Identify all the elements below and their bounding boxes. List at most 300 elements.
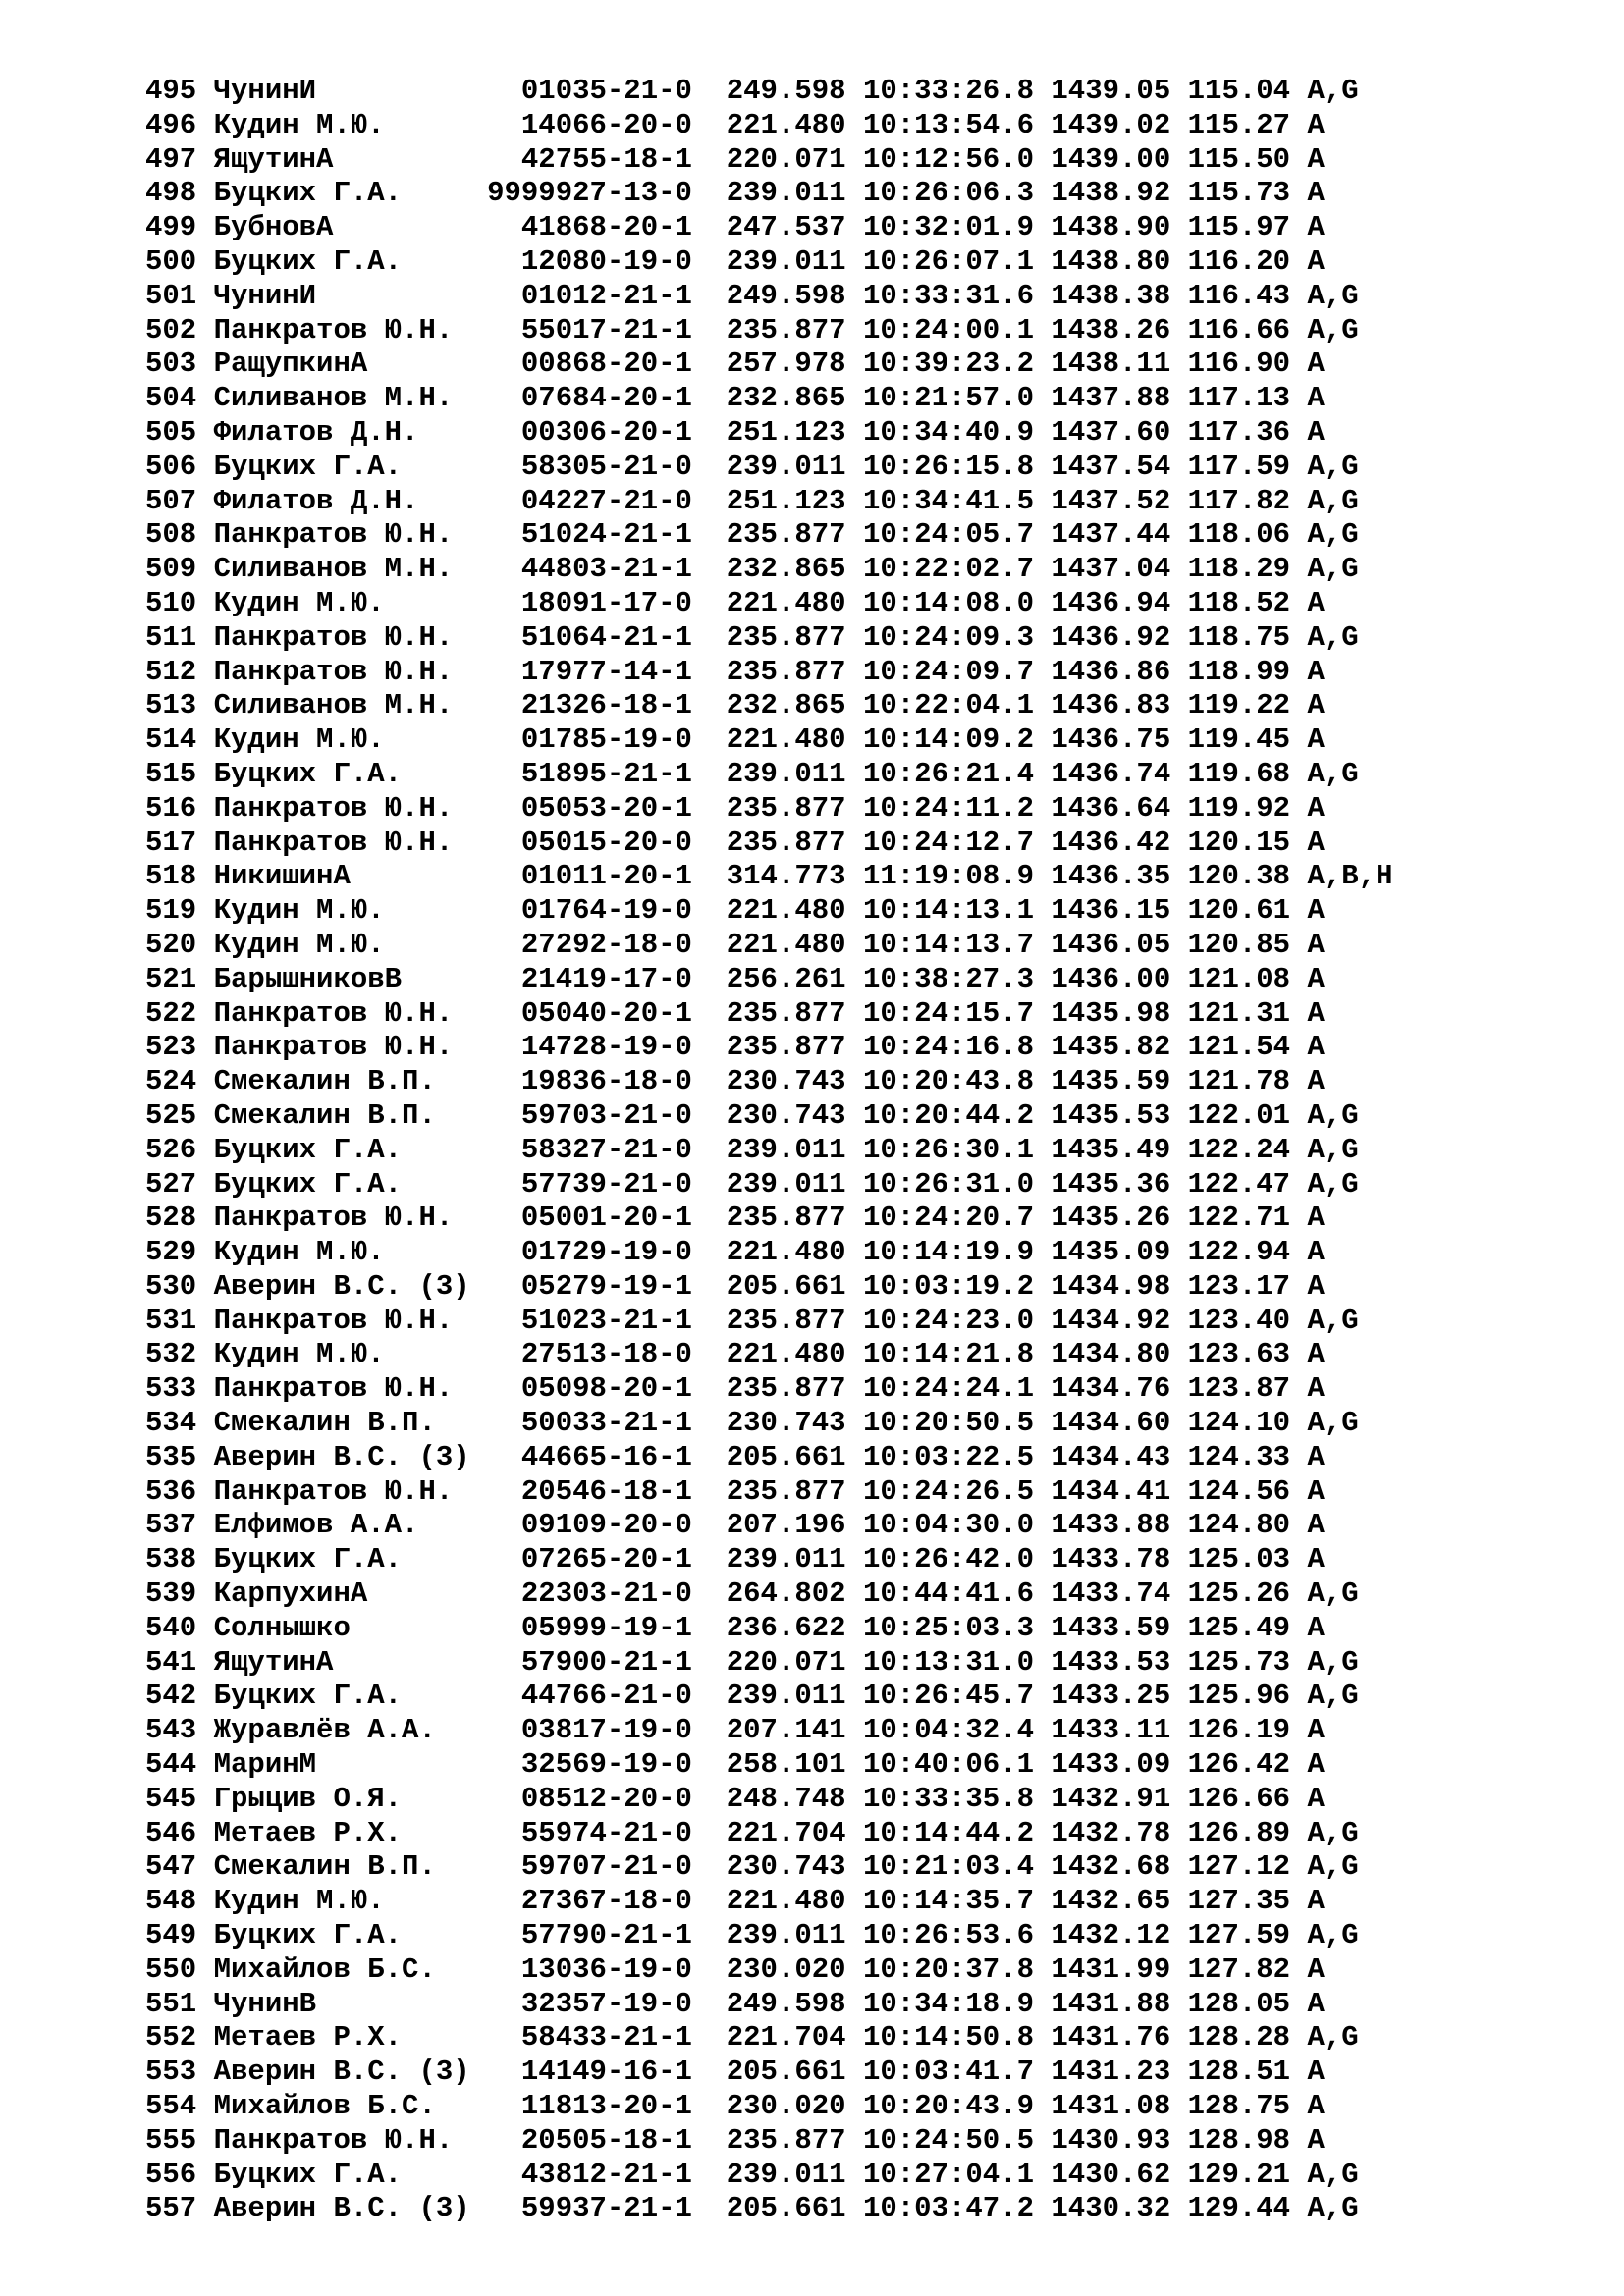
result-flags: A xyxy=(1307,791,1325,825)
arrival-time: 10:26:07.1 xyxy=(862,244,1034,278)
result-row xyxy=(145,143,1393,178)
result-row xyxy=(145,1509,1393,1543)
coefficient: 117.13 xyxy=(1187,382,1291,415)
place-number: 510 xyxy=(145,586,197,619)
result-flags: A xyxy=(1307,1987,1325,2020)
ring-number: 58433-21-1 xyxy=(520,2021,692,2055)
place-number: 522 xyxy=(145,996,197,1030)
distance-km: 239.011 xyxy=(726,757,846,790)
speed-value: 1438.26 xyxy=(1051,313,1171,347)
result-flags: A xyxy=(1307,962,1325,995)
arrival-time: 10:24:50.5 xyxy=(862,2123,1034,2157)
coefficient: 118.75 xyxy=(1187,620,1291,654)
place-number: 530 xyxy=(145,1269,197,1303)
place-number: 547 xyxy=(145,1850,197,1884)
fancier-name: Аверин В.С. (3) xyxy=(213,2192,470,2225)
speed-value: 1431.23 xyxy=(1051,2056,1171,2089)
fancier-name: Смекалин В.П. xyxy=(213,1407,436,1440)
fancier-name: БарышниковВ xyxy=(213,962,403,995)
arrival-time: 10:24:00.1 xyxy=(862,313,1034,347)
fancier-name: Буцких Г.А. xyxy=(213,450,403,483)
place-number: 554 xyxy=(145,2090,197,2123)
place-number: 536 xyxy=(145,1474,197,1508)
distance-km: 207.196 xyxy=(726,1509,846,1542)
fancier-name: Буцких Г.А. xyxy=(213,177,403,210)
ring-number: 11813-20-1 xyxy=(520,2090,692,2123)
result-row xyxy=(145,689,1393,723)
arrival-time: 10:24:16.8 xyxy=(862,1031,1034,1064)
fancier-name: Панкратов Ю.Н. xyxy=(213,791,454,825)
fancier-name: Панкратов Ю.Н. xyxy=(213,1201,454,1235)
arrival-time: 10:03:19.2 xyxy=(862,1269,1034,1303)
result-flags: A xyxy=(1307,211,1325,244)
ring-number: 01011-20-1 xyxy=(520,860,692,893)
ring-number: 21326-18-1 xyxy=(520,689,692,722)
place-number: 555 xyxy=(145,2123,197,2157)
result-flags: A,G xyxy=(1307,1304,1359,1337)
fancier-name: Панкратов Ю.Н. xyxy=(213,620,454,654)
speed-value: 1432.91 xyxy=(1051,1782,1171,1815)
result-flags: A xyxy=(1307,1201,1325,1235)
place-number: 546 xyxy=(145,1816,197,1849)
speed-value: 1434.41 xyxy=(1051,1474,1171,1508)
coefficient: 119.68 xyxy=(1187,757,1291,790)
distance-km: 239.011 xyxy=(726,244,846,278)
arrival-time: 10:26:06.3 xyxy=(862,177,1034,210)
result-row xyxy=(145,1305,1393,1339)
speed-value: 1432.68 xyxy=(1051,1850,1171,1884)
result-flags: A xyxy=(1307,1748,1325,1782)
speed-value: 1433.11 xyxy=(1051,1714,1171,1747)
speed-value: 1435.49 xyxy=(1051,1133,1171,1166)
arrival-time: 10:22:04.1 xyxy=(862,689,1034,722)
distance-km: 230.743 xyxy=(726,1407,846,1440)
result-row xyxy=(145,1065,1393,1099)
speed-value: 1434.60 xyxy=(1051,1407,1171,1440)
speed-value: 1430.62 xyxy=(1051,2158,1171,2191)
fancier-name: Журавлёв А.А. xyxy=(213,1714,436,1747)
result-flags: A,G xyxy=(1307,75,1359,107)
result-row xyxy=(145,1270,1393,1305)
result-flags: A,G xyxy=(1307,1577,1359,1611)
ring-number: 01729-19-0 xyxy=(520,1236,692,1269)
result-flags: A,G xyxy=(1307,2192,1359,2225)
ring-number: 00868-20-1 xyxy=(520,347,692,381)
result-flags: A,G xyxy=(1307,2158,1359,2191)
coefficient: 121.54 xyxy=(1187,1031,1291,1064)
distance-km: 256.261 xyxy=(726,962,846,995)
distance-km: 221.480 xyxy=(726,894,846,928)
place-number: 534 xyxy=(145,1407,197,1440)
ring-number: 55974-21-0 xyxy=(520,1816,692,1849)
speed-value: 1437.44 xyxy=(1051,518,1171,552)
distance-km: 232.865 xyxy=(726,689,846,722)
result-flags: A,G xyxy=(1307,620,1359,654)
coefficient: 122.47 xyxy=(1187,1167,1291,1201)
result-row xyxy=(145,347,1393,382)
result-flags: A,G xyxy=(1307,1098,1359,1132)
result-row xyxy=(145,382,1393,416)
coefficient: 116.66 xyxy=(1187,313,1291,347)
result-row xyxy=(145,1988,1393,2022)
distance-km: 230.020 xyxy=(726,1952,846,1986)
coefficient: 124.10 xyxy=(1187,1407,1291,1440)
coefficient: 120.61 xyxy=(1187,894,1291,928)
ring-number: 14728-19-0 xyxy=(520,1031,692,1064)
result-flags: A xyxy=(1307,1474,1325,1508)
place-number: 511 xyxy=(145,620,197,654)
ring-number: 20505-18-1 xyxy=(520,2123,692,2157)
distance-km: 249.598 xyxy=(726,279,846,312)
coefficient: 115.73 xyxy=(1187,177,1291,210)
arrival-time: 10:26:53.6 xyxy=(862,1919,1034,1952)
result-row xyxy=(145,894,1393,929)
coefficient: 120.15 xyxy=(1187,826,1291,859)
place-number: 504 xyxy=(145,382,197,415)
arrival-time: 10:20:43.8 xyxy=(862,1065,1035,1098)
fancier-name: Панкратов Ю.Н. xyxy=(213,1031,454,1064)
place-number: 543 xyxy=(145,1714,197,1747)
arrival-time: 10:33:26.8 xyxy=(862,75,1034,107)
speed-value: 1436.35 xyxy=(1051,860,1171,893)
speed-value: 1433.53 xyxy=(1051,1645,1171,1679)
coefficient: 119.22 xyxy=(1187,689,1291,722)
place-number: 500 xyxy=(145,244,197,278)
ring-number: 20546-18-1 xyxy=(520,1474,692,1508)
coefficient: 121.78 xyxy=(1187,1065,1291,1098)
ring-number: 14066-20-0 xyxy=(520,108,692,141)
arrival-time: 10:26:21.4 xyxy=(862,757,1034,790)
result-row xyxy=(145,177,1393,211)
result-row xyxy=(145,314,1393,348)
fancier-name: Панкратов Ю.Н. xyxy=(213,1372,454,1406)
coefficient: 118.29 xyxy=(1187,553,1291,586)
result-flags: A,G xyxy=(1307,1919,1359,1952)
distance-km: 257.978 xyxy=(726,347,846,381)
fancier-name: Кудин М.Ю. xyxy=(213,928,385,961)
distance-km: 239.011 xyxy=(726,1919,846,1952)
place-number: 550 xyxy=(145,1952,197,1986)
speed-value: 1433.78 xyxy=(1051,1543,1171,1576)
speed-value: 1434.76 xyxy=(1051,1372,1171,1406)
result-flags: A xyxy=(1307,996,1325,1030)
ring-number: 27292-18-0 xyxy=(520,928,692,961)
distance-km: 221.480 xyxy=(726,723,846,757)
ring-number: 09109-20-0 xyxy=(520,1509,692,1542)
result-row xyxy=(145,1168,1393,1202)
arrival-time: 10:32:01.9 xyxy=(862,211,1035,244)
result-row xyxy=(145,1783,1393,1817)
place-number: 513 xyxy=(145,689,197,722)
ring-number: 51023-21-1 xyxy=(520,1304,692,1337)
result-row xyxy=(145,553,1393,587)
fancier-name: ЯщутинА xyxy=(213,1645,334,1679)
place-number: 509 xyxy=(145,553,197,586)
fancier-name: Кудин М.Ю. xyxy=(213,586,385,619)
speed-value: 1437.54 xyxy=(1051,450,1171,483)
speed-value: 1435.36 xyxy=(1051,1167,1171,1201)
distance-km: 221.480 xyxy=(726,1236,846,1269)
speed-value: 1437.04 xyxy=(1051,553,1171,586)
result-flags: A xyxy=(1307,177,1325,210)
distance-km: 264.802 xyxy=(726,1577,846,1611)
result-row xyxy=(145,792,1393,827)
place-number: 515 xyxy=(145,757,197,790)
result-flags: A xyxy=(1307,723,1325,757)
arrival-time: 10:03:47.2 xyxy=(862,2192,1034,2225)
place-number: 517 xyxy=(145,826,197,859)
place-number: 533 xyxy=(145,1372,197,1406)
arrival-time: 10:34:41.5 xyxy=(862,484,1035,517)
arrival-time: 10:26:15.8 xyxy=(862,450,1034,483)
ring-number: 57739-21-0 xyxy=(520,1167,692,1201)
fancier-name: Кудин М.Ю. xyxy=(213,1338,385,1371)
ring-number: 07684-20-1 xyxy=(520,382,692,415)
distance-km: 205.661 xyxy=(726,1269,846,1303)
coefficient: 120.85 xyxy=(1187,928,1291,961)
ring-number: 58327-21-0 xyxy=(520,1133,692,1166)
result-row xyxy=(145,75,1393,109)
result-flags: A,G xyxy=(1307,757,1359,790)
coefficient: 118.99 xyxy=(1187,655,1291,688)
ring-number: 50033-21-1 xyxy=(520,1407,692,1440)
arrival-time: 10:20:44.2 xyxy=(862,1098,1035,1132)
fancier-name: Кудин М.Ю. xyxy=(213,723,385,757)
result-flags: A xyxy=(1307,2123,1325,2157)
place-number: 514 xyxy=(145,723,197,757)
arrival-time: 10:33:35.8 xyxy=(862,1782,1034,1815)
result-flags: A xyxy=(1307,2090,1325,2123)
arrival-time: 10:14:13.1 xyxy=(862,894,1034,928)
ring-number: 01785-19-0 xyxy=(520,723,692,757)
speed-value: 1436.42 xyxy=(1051,826,1171,859)
distance-km: 258.101 xyxy=(726,1748,846,1782)
fancier-name: Буцких Г.А. xyxy=(213,1543,403,1576)
speed-value: 1431.99 xyxy=(1051,1952,1171,1986)
distance-km: 235.877 xyxy=(726,1201,846,1235)
coefficient: 118.52 xyxy=(1187,586,1291,619)
coefficient: 127.59 xyxy=(1187,1919,1291,1952)
speed-value: 1435.53 xyxy=(1051,1098,1171,1132)
place-number: 503 xyxy=(145,347,197,381)
place-number: 548 xyxy=(145,1885,197,1918)
arrival-time: 10:26:31.0 xyxy=(862,1167,1034,1201)
place-number: 528 xyxy=(145,1201,197,1235)
result-row xyxy=(145,1543,1393,1577)
fancier-name: НикишинА xyxy=(213,860,351,893)
place-number: 531 xyxy=(145,1304,197,1337)
distance-km: 251.123 xyxy=(726,484,846,517)
result-flags: A,G xyxy=(1307,1407,1359,1440)
result-row xyxy=(145,1201,1393,1236)
fancier-name: Панкратов Ю.Н. xyxy=(213,2123,454,2157)
coefficient: 128.28 xyxy=(1187,2021,1291,2055)
speed-value: 1435.26 xyxy=(1051,1201,1171,1235)
coefficient: 126.19 xyxy=(1187,1714,1291,1747)
speed-value: 1432.12 xyxy=(1051,1919,1171,1952)
speed-value: 1430.32 xyxy=(1051,2192,1171,2225)
fancier-name: Буцких Г.А. xyxy=(213,2158,403,2191)
result-flags: A xyxy=(1307,1885,1325,1918)
fancier-name: Панкратов Ю.Н. xyxy=(213,655,454,688)
place-number: 538 xyxy=(145,1543,197,1576)
arrival-time: 10:24:20.7 xyxy=(862,1201,1034,1235)
place-number: 537 xyxy=(145,1509,197,1542)
ring-number: 58305-21-0 xyxy=(520,450,692,483)
coefficient: 129.21 xyxy=(1187,2158,1291,2191)
fancier-name: ЧунинИ xyxy=(213,75,317,107)
result-flags: A xyxy=(1307,244,1325,278)
coefficient: 126.66 xyxy=(1187,1782,1291,1815)
ring-number: 05053-20-1 xyxy=(520,791,692,825)
speed-value: 1435.59 xyxy=(1051,1065,1171,1098)
result-row xyxy=(145,2124,1393,2159)
ring-number: 51024-21-1 xyxy=(520,518,692,552)
distance-km: 205.661 xyxy=(726,2192,846,2225)
speed-value: 1438.38 xyxy=(1051,279,1171,312)
result-row xyxy=(145,1338,1393,1372)
result-flags: A,G xyxy=(1307,553,1359,586)
result-row xyxy=(145,2090,1393,2124)
speed-value: 1433.59 xyxy=(1051,1611,1171,1644)
speed-value: 1434.98 xyxy=(1051,1269,1171,1303)
fancier-name: МаринМ xyxy=(213,1748,317,1782)
fancier-name: Метаев Р.Х. xyxy=(213,2021,403,2055)
coefficient: 121.31 xyxy=(1187,996,1291,1030)
ring-number: 08512-20-0 xyxy=(520,1782,692,1815)
distance-km: 249.598 xyxy=(726,75,846,107)
place-number: 544 xyxy=(145,1748,197,1782)
result-row xyxy=(145,280,1393,314)
ring-number: 12080-19-0 xyxy=(520,244,692,278)
coefficient: 123.63 xyxy=(1187,1338,1291,1371)
speed-value: 1439.05 xyxy=(1051,75,1171,107)
speed-value: 1435.09 xyxy=(1051,1236,1171,1269)
result-row xyxy=(145,109,1393,143)
ring-number: 32357-19-0 xyxy=(520,1987,692,2020)
place-number: 526 xyxy=(145,1133,197,1166)
fancier-name: Панкратов Ю.Н. xyxy=(213,996,454,1030)
coefficient: 123.87 xyxy=(1187,1372,1291,1406)
coefficient: 125.96 xyxy=(1187,1680,1291,1713)
result-flags: A xyxy=(1307,142,1325,176)
place-number: 527 xyxy=(145,1167,197,1201)
ring-number: 04227-21-0 xyxy=(520,484,692,517)
fancier-name: Кудин М.Ю. xyxy=(213,1885,385,1918)
result-flags: A,G xyxy=(1307,279,1359,312)
coefficient: 126.42 xyxy=(1187,1748,1291,1782)
arrival-time: 10:12:56.0 xyxy=(862,142,1035,176)
result-flags: A xyxy=(1307,655,1325,688)
speed-value: 1436.75 xyxy=(1051,723,1171,757)
distance-km: 221.480 xyxy=(726,586,846,619)
coefficient: 123.17 xyxy=(1187,1269,1291,1303)
speed-value: 1430.93 xyxy=(1051,2123,1171,2157)
ring-number: 43812-21-1 xyxy=(520,2158,692,2191)
ring-number: 18091-17-0 xyxy=(520,586,692,619)
coefficient: 123.40 xyxy=(1187,1304,1291,1337)
ring-number: 22303-21-0 xyxy=(520,1577,692,1611)
result-row xyxy=(145,2021,1393,2056)
result-row xyxy=(145,827,1393,861)
ring-number: 03817-19-0 xyxy=(520,1714,692,1747)
ring-number: 14149-16-1 xyxy=(520,2056,692,2089)
coefficient: 120.38 xyxy=(1187,860,1291,893)
place-number: 551 xyxy=(145,1987,197,2020)
coefficient: 115.97 xyxy=(1187,211,1291,244)
coefficient: 128.51 xyxy=(1187,2056,1291,2089)
speed-value: 1436.92 xyxy=(1051,620,1171,654)
distance-km: 239.011 xyxy=(726,177,846,210)
place-number: 552 xyxy=(145,2021,197,2055)
distance-km: 230.020 xyxy=(726,2090,846,2123)
coefficient: 122.71 xyxy=(1187,1201,1291,1235)
fancier-name: Смекалин В.П. xyxy=(213,1098,436,1132)
result-flags: A xyxy=(1307,347,1325,381)
result-flags: A,G xyxy=(1307,1680,1359,1713)
speed-value: 1434.80 xyxy=(1051,1338,1171,1371)
ring-number: 59937-21-1 xyxy=(520,2192,692,2225)
result-flags: A xyxy=(1307,1543,1325,1576)
fancier-name: Аверин В.С. (3) xyxy=(213,2056,470,2089)
ring-number: 19836-18-0 xyxy=(520,1065,692,1098)
place-number: 507 xyxy=(145,484,197,517)
result-row xyxy=(145,245,1393,280)
arrival-time: 10:14:50.8 xyxy=(862,2021,1034,2055)
coefficient: 124.56 xyxy=(1187,1474,1291,1508)
fancier-name: Буцких Г.А. xyxy=(213,1919,403,1952)
ring-number: 01035-21-0 xyxy=(520,75,692,107)
result-row xyxy=(145,485,1393,519)
fancier-name: Кудин М.Ю. xyxy=(213,894,385,928)
result-flags: A xyxy=(1307,2056,1325,2089)
fancier-name: Елфимов А.А. xyxy=(213,1509,419,1542)
place-number: 520 xyxy=(145,928,197,961)
result-row xyxy=(145,1714,1393,1748)
result-row xyxy=(145,997,1393,1032)
fancier-name: КарпухинА xyxy=(213,1577,368,1611)
distance-km: 235.877 xyxy=(726,2123,846,2157)
speed-value: 1435.98 xyxy=(1051,996,1171,1030)
ring-number: 17977-14-1 xyxy=(520,655,692,688)
fancier-name: Буцких Г.А. xyxy=(213,757,403,790)
coefficient: 124.33 xyxy=(1187,1440,1291,1473)
ring-number: 27513-18-0 xyxy=(520,1338,692,1371)
fancier-name: РащупкинА xyxy=(213,347,368,381)
ring-number: 27367-18-0 xyxy=(520,1885,692,1918)
result-flags: A xyxy=(1307,928,1325,961)
result-row xyxy=(145,1236,1393,1270)
ring-number: 57790-21-1 xyxy=(520,1919,692,1952)
coefficient: 116.20 xyxy=(1187,244,1291,278)
result-row xyxy=(145,1850,1393,1885)
distance-km: 235.877 xyxy=(726,655,846,688)
fancier-name: Филатов Д.Н. xyxy=(213,415,419,449)
arrival-time: 10:24:05.7 xyxy=(862,518,1034,552)
distance-km: 235.877 xyxy=(726,313,846,347)
arrival-time: 10:44:41.6 xyxy=(862,1577,1035,1611)
speed-value: 1434.43 xyxy=(1051,1440,1171,1473)
result-row xyxy=(145,1885,1393,1919)
place-number: 542 xyxy=(145,1680,197,1713)
ring-number: 32569-19-0 xyxy=(520,1748,692,1782)
place-number: 498 xyxy=(145,177,197,210)
arrival-time: 10:27:04.1 xyxy=(862,2158,1034,2191)
distance-km: 221.480 xyxy=(726,1338,846,1371)
fancier-name: Смекалин В.П. xyxy=(213,1850,436,1884)
distance-km: 248.748 xyxy=(726,1782,846,1815)
distance-km: 247.537 xyxy=(726,211,846,244)
